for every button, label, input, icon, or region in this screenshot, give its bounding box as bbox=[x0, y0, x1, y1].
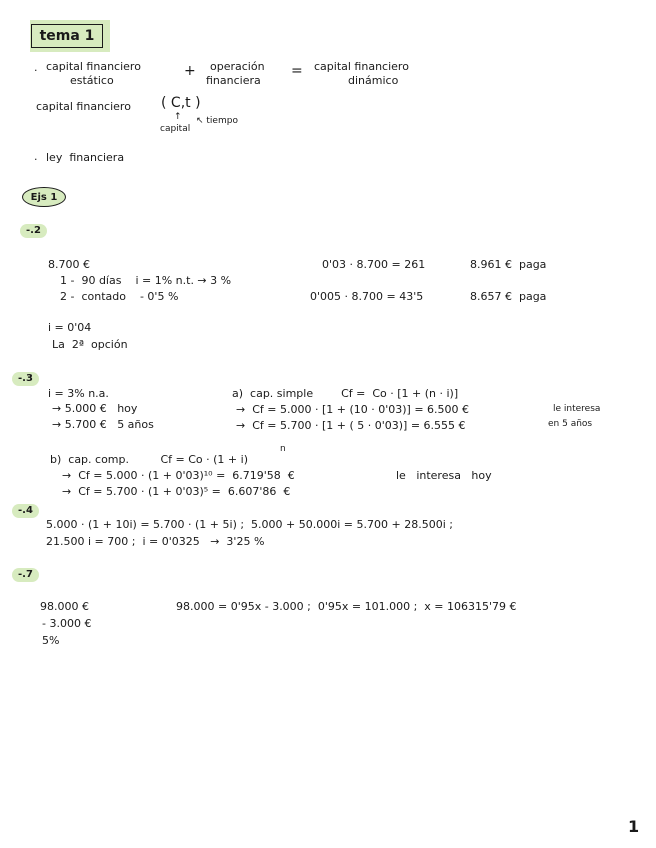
exercise-4-label: -.4 bbox=[12, 504, 39, 518]
e3-line: → 5.700 € 5 años bbox=[52, 418, 154, 431]
e7-line: 5% bbox=[42, 634, 60, 647]
e3-simple-calc: → Cf = 5.700 · [1 + ( 5 · 0'03)] = 6.555 € bbox=[236, 419, 466, 432]
intro-term-c1: capital financiero bbox=[314, 60, 409, 73]
e3-simple-calc: → Cf = 5.000 · [1 + (10 · 0'03)] = 6.500 € bbox=[236, 403, 470, 416]
e3-note: le interesa hoy bbox=[396, 469, 492, 482]
tiempo-annotation: ↖ tiempo bbox=[196, 116, 238, 126]
e3-note: en 5 años bbox=[548, 419, 593, 429]
exercise-3-label: -.3 bbox=[12, 372, 39, 386]
intro-term-c2: dinámico bbox=[348, 74, 399, 87]
exercise-7-label: -.7 bbox=[12, 568, 39, 582]
e3-line: → 5.000 € hoy bbox=[52, 402, 138, 415]
e2-calc: 0'03 · 8.700 = 261 bbox=[322, 258, 426, 271]
intro-term-b2: financiera bbox=[206, 74, 261, 87]
intro-term-a2: estático bbox=[70, 74, 114, 87]
ley-financiera: ley financiera bbox=[46, 151, 125, 164]
e2-result: 8.657 € paga bbox=[470, 290, 547, 303]
e4-line: 21.500 i = 700 ; i = 0'0325 → 3'25 % bbox=[46, 535, 265, 548]
e2-line: 2 - contado - 0'5 % bbox=[60, 290, 179, 303]
e2-line: 8.700 € bbox=[48, 258, 90, 271]
e3-simple-heading: a) cap. simple Cf = Co · [1 + (n · i)] bbox=[232, 387, 459, 400]
e3-note: le interesa bbox=[553, 404, 601, 414]
e7-line: - 3.000 € bbox=[42, 617, 92, 630]
bullet: · bbox=[34, 153, 38, 166]
capital-annotation: capital bbox=[160, 124, 191, 134]
arrow-up-icon: ↑ bbox=[174, 112, 182, 122]
exercise-2-label: -.2 bbox=[20, 224, 47, 238]
intro-term-a1: capital financiero bbox=[46, 60, 141, 73]
plus-sign: + bbox=[184, 63, 196, 79]
page-number: 1 bbox=[628, 817, 640, 836]
e2-calc: 0'005 · 8.700 = 43'5 bbox=[310, 290, 424, 303]
capital-financiero-label: capital financiero bbox=[36, 100, 131, 113]
capital-tuple: ( C,t ) bbox=[161, 95, 201, 111]
e3-exponent: n bbox=[280, 444, 286, 454]
e2-line: i = 0'04 bbox=[48, 321, 92, 334]
e3-compound-calc: → Cf = 5.000 · (1 + 0'03)¹⁰ = 6.719'58 € bbox=[62, 469, 295, 482]
e7-line: 98.000 € bbox=[40, 600, 89, 613]
e2-result: 8.961 € paga bbox=[470, 258, 547, 271]
exercises-heading: Ejs 1 bbox=[22, 187, 66, 207]
e4-line: 5.000 · (1 + 10i) = 5.700 · (1 + 5i) ; 5.000 + 50.000i = 5.700 + 28.500i ; bbox=[46, 518, 453, 531]
e3-compound-heading: b) cap. comp. Cf = Co · (1 + i) bbox=[50, 453, 248, 466]
e3-compound-calc: → Cf = 5.700 · (1 + 0'03)⁵ = 6.607'86 € bbox=[62, 485, 291, 498]
page-title: tema 1 bbox=[31, 24, 103, 48]
e7-calc: 98.000 = 0'95x - 3.000 ; 0'95x = 101.000 ; x = 106315'79 € bbox=[176, 600, 517, 613]
e3-line: i = 3% n.a. bbox=[48, 387, 109, 400]
intro-term-b1: operación bbox=[210, 60, 265, 73]
e2-answer: La 2ª opción bbox=[52, 338, 128, 351]
equals-sign: = bbox=[291, 63, 303, 79]
bullet: · bbox=[34, 64, 38, 77]
e2-line: 1 - 90 días i = 1% n.t. → 3 % bbox=[60, 274, 232, 287]
